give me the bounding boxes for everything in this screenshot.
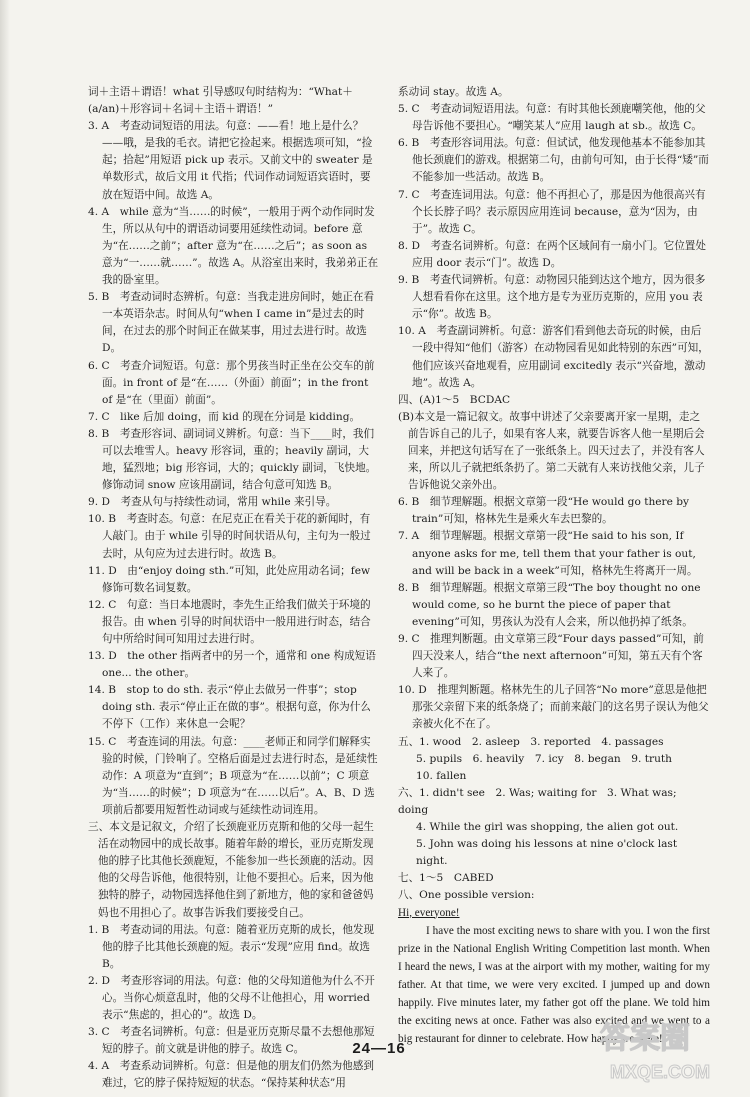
left_column-entry: 13. D the other 指两者中的另一个，通常和 one 构成短语 one... the other。 [88, 650, 376, 680]
left_column-entry: 6. C 考查介词短语。句意：那个男孩当时正坐在公交车的前面。in front of 是“在……（外面）前面”；in the front of 是“在（里面）前面”。 [88, 359, 375, 406]
right_column-entry: 7. A 细节理解题。根据文章第一段“He said to his son, If anyone asks for me, tell them that your father is out, and will be back in a week”可知，格林先生将离开一周。 [398, 530, 698, 577]
right_column-entry: 8. B 细节理解题。根据文章第三段“The boy thought no one would come, so he burnt the piece of paper that evening”可知，男孩认为没有人会来，所以他扔掉了纸条。 [398, 581, 701, 628]
left_column-entry: 3. C 考查名词辨析。句意：但是亚历克斯尽量不去想他那短短的脖子。前文就是讲他的脖子。故选 C。 [88, 1026, 375, 1056]
right_column-entry: 8. D 考查名词辨析。句意：在两个区域间有一扇小门。它位置处应用 door 表示“门”。故选 D。 [398, 239, 706, 269]
binding-edge [0, 0, 10, 1097]
right_column-entry: 五、1. wood 2. asleep 3. reported 4. passages [398, 735, 664, 748]
left_column-entry: 11. D 由“enjoy doing sth.”可知，此处应用动名词；few 修饰可数名词复数。 [88, 564, 371, 594]
right_column-entry: 七、1～5 CABED [398, 872, 494, 885]
page-number: 24—16 [352, 1040, 406, 1057]
left_column-entry: 3. A 考查动词短语的用法。句意：——看！地上是什么？——哦，是我的毛衣。请把它捡起来。根据选项可知，“捡起；拾起”用短语 pick up 表示。又前文中的 sweater 是单数形式，故后文用 it 代指；代词作动词短语宾语时，要放在短语中间。故选 A。 [88, 120, 373, 201]
left_column-entry: 1. B 考查动词的用法。句意：随着亚历克斯的成长，他发现他的脖子比其他长颈鹿的短。表示“发现”应用 find。故选 B。 [88, 923, 375, 970]
left_column-entry: 10. B 考查时态。句意：在尼克正在看关于花的新闻时，有人敲门。由于 while 引导的时间状语从句，主句为一般过去时，从句应为过去进行时。故选 B。 [88, 513, 371, 560]
right_column-entry: 5. pupils 6. heavily 7. icy 8. began 9. truth [416, 752, 673, 765]
watermark-text: 答案圈 [600, 1022, 690, 1055]
right_column-entry: 10. fallen [416, 769, 467, 782]
left_column-entry: 4. A while 意为“当……的时候”，一般用于两个动作同时发生，所以从句中的谓语动词要用延续性动词。before 意为“在……之前”；after 意为“在……之后”；as soon as 意为“一……就……”。故选 A。从浴室出来时，我弟弟正在我的卧室里。 [88, 205, 379, 287]
left_column-entry: 15. C 考查连词的用法。句意：____老师正和同学们解释实验的时候，门铃响了。空格后面是过去进行时态，是延续性动作：A 项意为“直到”；B 项意为“在……以前”；C 项意为“当……的时候”；D 项意为“在……以后”。A、B、D 选项前后都要用短暂性动词或与延续性动词连用。 [88, 735, 378, 816]
right_column-entry: 八、One possible version: [398, 889, 535, 902]
left_column-entry: 三、本文是记叙文，介绍了长颈鹿亚历克斯和他的父母一起生活在动物园中的成长故事。随着年龄的增长，亚历克斯发现他的脖子比其他长颈鹿短，不能参加一些长颈鹿的活动。因他的父母告诉他，他很特别，让他不要担心。后来，因为他独特的脖子，动物园选择他住到了新地方，他的家和爸爸妈妈也不用担心了。故事告诉我们要接受自己。 [88, 821, 375, 919]
right_column-entry: 7. C 考查连词用法。句意：他不再担心了，那是因为他很高兴有个长长脖子吗？表示原因应用连词 because，意为“因为，由于”。故选 C。 [398, 188, 706, 235]
right-answer-column [398, 84, 710, 1048]
right-entries [398, 84, 710, 905]
essay-body: I have the most exciting news to share with you. I won the first prize in the National English Writing Competition last month. When I heard the news, I was at the airport with my mother, waiting for my father. At that time, we were very excited. I jumped up and down happily. Five minutes later, my father got off the plane. We told him the exciting news at once. Father was also excited and we went to a big restaurant for dinner to celebrate. How happy we were! [398, 924, 710, 1045]
right_column-entry: 9. C 推理判断题。由文章第三段“Four days passed”可知，前四天没来人，结合“the next afternoon”可知，第五天有个客人来了。 [398, 633, 704, 680]
right_column-entry: 6. B 考查形容词用法。句意：但试试，他发现他基本不能参加其他长颈鹿们的游戏。根据第二句，由前句可知，由于长得“矮”而不能参加一些活动。故选 B。 [398, 137, 709, 184]
left-answer-column [88, 84, 380, 1093]
right_column-entry: 10. A 考查副词辨析。句意：游客们看到他去奇玩的时候，由后一段中得知“他们（游客）在动物园看见如此特别的东西”可知，他们应该兴奋地观看，应用副词 excitedly 表示“兴奋地，激动地”。故选 A。 [398, 325, 709, 389]
watermark-url: MXQE.COM [610, 1062, 711, 1082]
right_column-entry: 9. B 考查代词辨析。句意：动物园只能到达这个地方，因为很多人想看看你在这里。这个地方是专为亚历克斯的，应用 you 表示“你”。故选 B。 [398, 274, 706, 321]
right_column-entry: 4. While the girl was shopping, the alien got out. [416, 821, 679, 834]
right_column-entry: 5. John was doing his lessons at nine o'clock last night. [416, 838, 678, 868]
watermark-logo [590, 1010, 740, 1090]
left_column-entry: 7. C like 后加 doing，而 kid 的现在分词是 kidding。 [88, 410, 361, 423]
left_column-entry: 词＋主语＋谓语！what 引导感叹句时结构为：“What＋(a/an)＋形容词＋名词＋主语＋谓语！” [88, 86, 353, 116]
right_column-entry: 四、(A)1～5 BCDAC [398, 393, 511, 406]
left_column-entry: 5. B 考查动词时态辨析。句意：当我走进房间时，她正在看一本英语杂志。时间从句“when I came in”是过去的时间，在过去的那个时间正在做某事，用过去进行时。故选 D。 [88, 291, 375, 355]
left_column-entry: 14. B stop to do sth. 表示“停止去做另一件事”；stop doing sth. 表示“停止正在做的事”。根据句意，你为什么不停下（工作）来休息一会呢？ [88, 684, 371, 731]
left_column-entry: 8. B 考查形容词、副词词义辨析。句意：当下____时，我们可以去堆雪人。heavy 形容词，重的；heavily 副词，大地，猛烈地；big 形容词，大的；quickly 副词，飞快地。修饰动词 snow 应该用副词，结合句意可知选 B。 [88, 427, 377, 492]
right_column-entry: 5. C 考查动词短语用法。句意：有时其他长颈鹿嘲笑他，他的父母告诉他不要担心。“嘲笑某人”应用 laugh at sb.。故选 C。 [398, 103, 706, 133]
essay-greeting: Hi, everyone! [398, 906, 460, 919]
left_column-entry: 4. A 考查系动词辨析。句意：但是他的朋友们仍然为他感到难过，它的脖子保持短短的状态。“保持某种状态”用 [88, 1060, 374, 1090]
right_column-entry: 系动词 stay。故选 A。 [398, 86, 509, 98]
left_column-entry: 2. D 考查形容词的用法。句意：他的父母知道他为什么不开心。当你心烦意乱时，他的父母不让他担心，用 worried 表示“焦虑的，担心的”。故选 D。 [88, 974, 375, 1022]
right_column-entry: (B)本文是一篇记叙文。故事中讲述了父亲要离开家一星期，走之前告诉自己的儿子，如果有客人来，就要告诉客人他一星期后会回来，并把这句话写在了一张纸条上。四天过去了，并没有客人来，所以儿子就把纸条扔了。第二天就有人来访找他父亲，儿子告诉他说父亲外出。 [398, 410, 705, 492]
right_column-entry: 六、1. didn't see 2. Was; waiting for 3. What was; doing [398, 786, 677, 816]
left_column-entry: 9. D 考查从句与持续性动词，常用 while 来引导。 [88, 496, 337, 509]
right_column-entry: 6. B 细节理解题。根据文章第一段“He would go there by train”可知，格林先生是乘火车去巴黎的。 [398, 496, 690, 526]
left_column-entry: 12. C 句意：当日本地震时，李先生正给我们做关于环境的报告。由 when 引导的时间状语中一般用进行时态，结合句中所给时间可知用过去进行时。 [88, 598, 371, 645]
right_column-entry: 10. D 推理判断题。格林先生的儿子回答“No more”意思是他把那张父亲留下来的纸条烧了；而前来敲门的这名男子误认为他父亲被火化不在了。 [398, 684, 709, 731]
